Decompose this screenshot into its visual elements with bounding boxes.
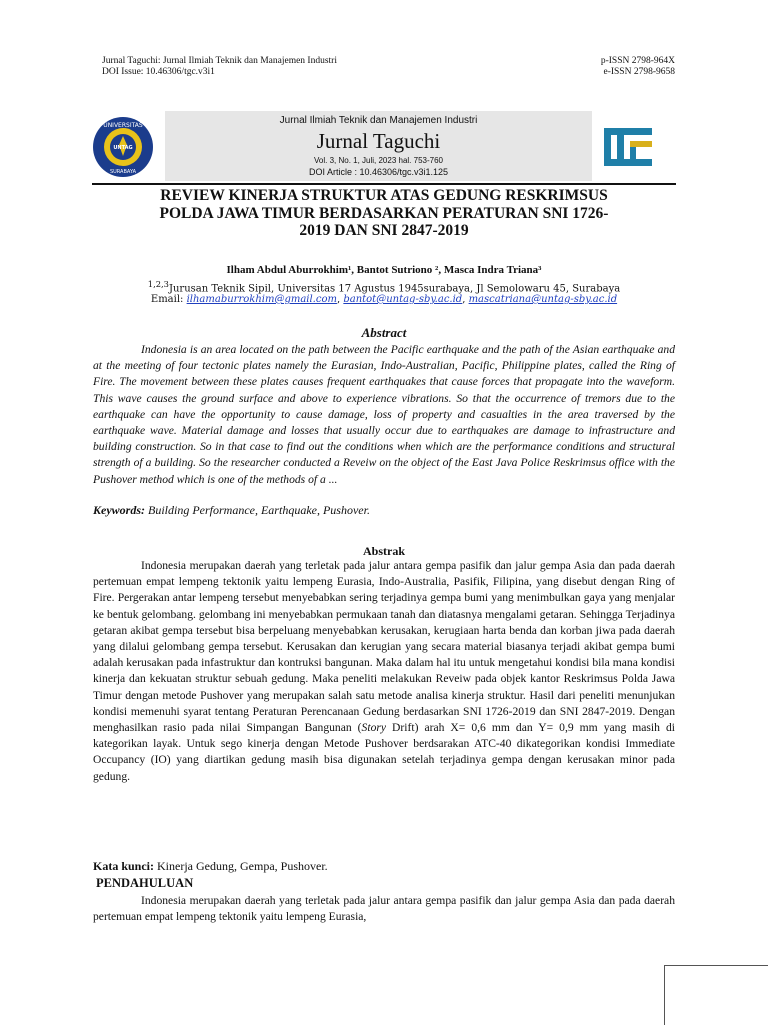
running-header-left	[102, 56, 337, 78]
running-header-right	[601, 56, 675, 78]
keywords-en	[93, 503, 675, 518]
title-line: POLDA JAWA TIMUR BERDASARKAN PERATURAN SNI 1726-	[159, 204, 609, 222]
e-issn: e-ISSN 2798-9658	[603, 67, 675, 77]
logo-center-text: UNTAG	[113, 145, 133, 151]
banner-subtitle: Jurnal Ilmiah Teknik dan Manajemen Industri	[279, 115, 478, 126]
affiliation	[92, 279, 676, 294]
pendahuluan-body: Indonesia merupakan daerah yang terletak pada jalur antara gempa pasifik dan jalur gempa Asia dan pada daerah pertemuan empat lempeng tektonik yaitu lempeng Eurasia,	[93, 894, 675, 924]
keywords-label: Keywords:	[93, 503, 145, 517]
banner-journal-name: Jurnal Taguchi	[316, 129, 441, 153]
logo-ring-text: UNIVERSITAS	[103, 122, 143, 129]
issue-doi: DOI Issue: 10.46306/tgc.v3i1	[102, 67, 215, 77]
section-heading-pendahuluan: PENDAHULUAN	[96, 876, 194, 890]
abstrak-text-2: Drift) arah X= 0,6 mm dan Y= 0,9 mm yang masih di kategorikan layak. Untuk sego kinerja dengan Metode Pushover berdsarakan ATC-40 dikategorikan kondisi Immediate Occupancy (IO) yang diartikan gedung masih bisa digunakan setelah terjadinya gempa dengan kerusakan minor pada gedung.	[93, 721, 675, 783]
email-link-3[interactable]: mascatriana@untag-sby.ac.id	[468, 294, 618, 305]
header-rule	[92, 183, 676, 185]
page-corner-box	[664, 965, 768, 1025]
abstrak-body	[93, 558, 675, 785]
banner-doi: DOI Article : 10.46306/tgc.v3i1.125	[308, 167, 449, 177]
abstrak-italic: Story	[361, 721, 387, 735]
kata-kunci-text: Kinerja Gedung, Gempa, Pushover.	[154, 859, 328, 873]
banner-volume: Vol. 3, No. 1, Juli, 2023 hal. 753-760	[314, 156, 443, 165]
email-label: Email:	[150, 294, 187, 305]
email-link-2[interactable]: bantot@untag-sby.ac.id	[343, 294, 463, 305]
email-separator: ,	[336, 294, 344, 305]
logo-bottom-text: SURABAYA	[109, 169, 137, 175]
journal-banner	[165, 111, 592, 181]
authors: Ilham Abdul Aburrokhim¹, Bantot Sutriono ², Masca Indra Triana³	[226, 264, 542, 276]
keywords-text: Building Performance, Earthquake, Pushover.	[145, 503, 370, 517]
abstrak-heading: Abstrak	[362, 544, 405, 558]
journal-logo	[598, 122, 658, 172]
p-issn: p-ISSN 2798-964X	[600, 56, 675, 66]
email-separator: ,	[462, 294, 469, 305]
email-line	[92, 294, 676, 305]
journal-header-title: Jurnal Taguchi: Jurnal Ilmiah Teknik dan Manajemen Industri	[102, 56, 337, 66]
abstrak-text-1: Indonesia merupakan daerah yang terletak pada jalur antara gempa pasifik dan jalur gempa Asia dan pada daerah pertemuan empat lempeng tektonik yaitu lempeng Eurasia, Indo-Australia, Pasifik, Filipina, yang disebut dengan Ring of Fire. Pergerakan antar lempeng tersebut menyebabkan sering terjadinya gempa bumi yang menimbulkan gaya yang menjalar ke bentuk gelombang. gelombang ini menyebabkan permukaan tanah dan diatasnya mengalami getaran. Sehingga Terjadinya getaran akibat gempa tersebut bisa berpeluang menyebabkan kerusakan, kerugiaan harta benda dan korban jiwa pada daerah yang dilalui gelombang gempa tersebut. Kerusakan dan kerugian yang secara material biasanya terjadi akibat gempa bumi adalah kerusakan pada infastruktur dan kontruksi bangunan. Maka dalam hal itu untuk mengetahui kondisi bila mana kondisi kinerja dan kekuatan struktur sebuah gedung. Maka peneliti melakukan Reveiw pada objek kantor Reskrimsus Polda Jawa Timur dengan metode Pushover yang merupakan salah satu metode analisa kinerja struktur. Hasil dari peneliti menunjukan kondisi memenuhi syarat tentang Peraturan Perencanaan Gedung berdasarkan SNI 1726-2019 dan SNI 2847-2019. Dengan menghasilkan rasio pada nilai Simpangan Bangunan (	[93, 559, 675, 735]
university-logo	[92, 116, 154, 178]
kata-kunci-label: Kata kunci:	[93, 859, 155, 873]
paper-title	[92, 187, 676, 240]
affiliation-text: Jurusan Teknik Sipil, Universitas 17 Agustus 1945surabaya, Jl Semolowaru 45, Surabaya	[168, 283, 621, 295]
email-link-1[interactable]: ilhamaburrokhim@gmail.com	[186, 294, 337, 305]
title-line: 2019 DAN SNI 2847-2019	[299, 222, 469, 239]
keywords-id	[93, 859, 675, 874]
abstract-body: Indonesia is an area located on the path between the Pacific earthquake and the path of the Asian earthquake and at the meeting of four tectonic plates namely the Eurasian, Indo-Australian, Pacific, Philippine plates, called the Ring of Fire. The movement between these plates causes frequent earthquakes that cause forces that propagate into the waveform. This wave causes the ground surface and above to experience vibrations. So that the occurrence of tremors due to the earthquake can have the opportunity to cause damage, loss of property and casualties in the area traversed by the earthquake wave. Material damage and losses that usually occur due to earthquakes are damage to infrastructure and building construction. So in that case to find out the conditions when which are the performance conditions and structural strength of a building. So the researcher conducted a Reveiw on the object of the East Java Police Reskrimsus office with the Pushover method which is one of the methods of a ...	[93, 343, 675, 486]
title-line: REVIEW KINERJA STRUKTUR ATAS GEDUNG RESKRIMSUS	[160, 187, 608, 204]
abstract-heading: Abstract	[361, 325, 407, 340]
affiliation-marks: 1,2,3	[147, 279, 169, 289]
